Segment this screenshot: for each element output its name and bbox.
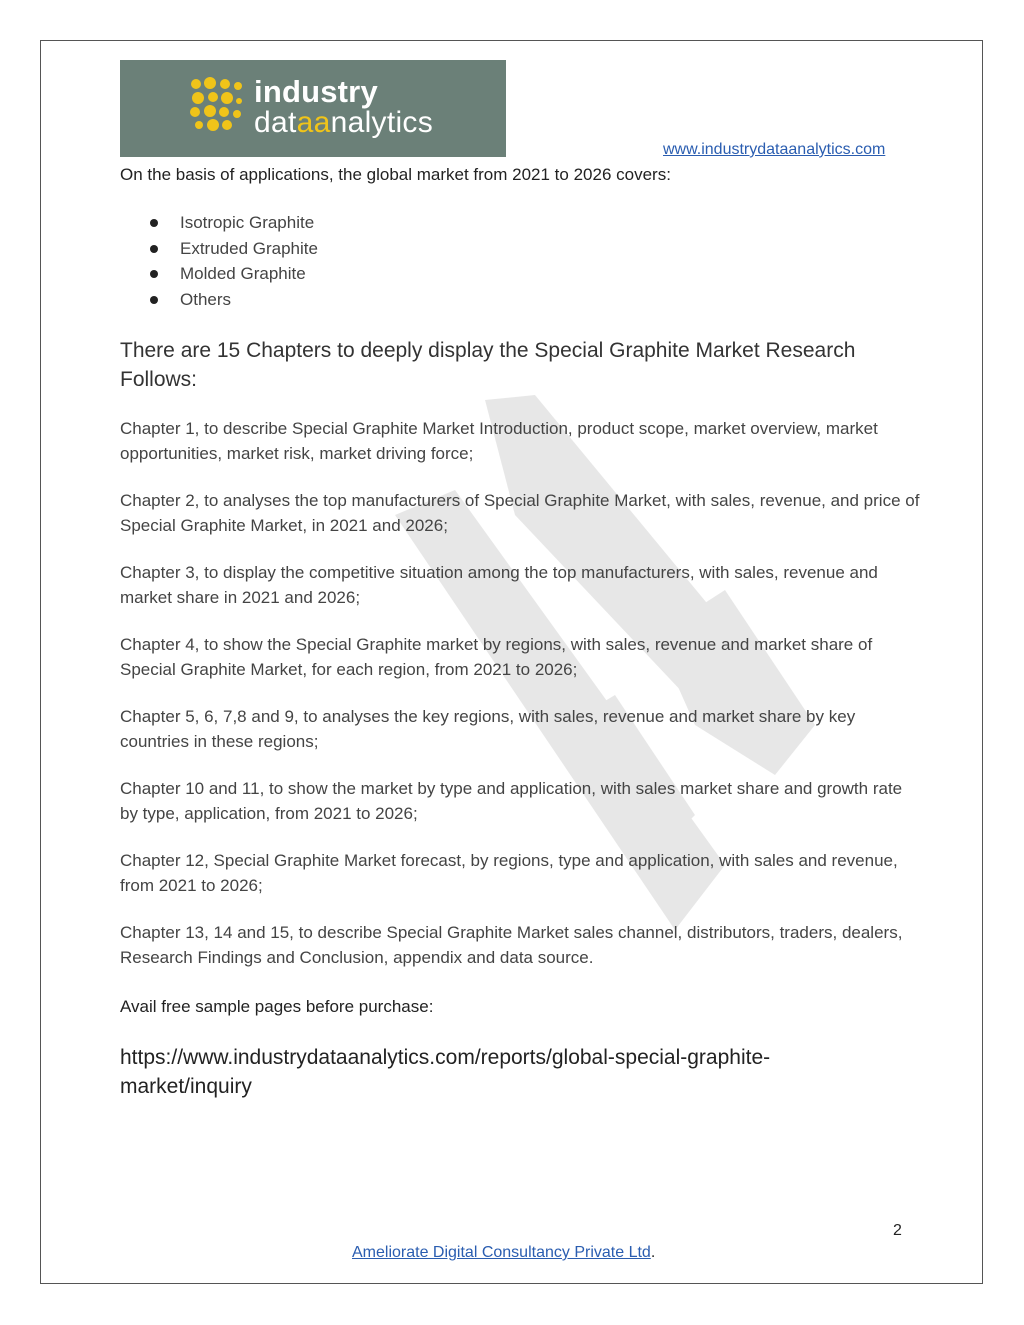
chapter-paragraph: Chapter 10 and 11, to show the market by type and application, with sales market share and growth rate by type, application, from 2021 to 2026;: [120, 779, 903, 823]
bullet-icon: [150, 245, 158, 253]
list-item: Others: [150, 288, 318, 314]
list-item: Extruded Graphite: [150, 237, 318, 263]
footer-company-link[interactable]: Ameliorate Digital Consultancy Private Ltd: [352, 1244, 651, 1261]
sample-label: Avail free sample pages before purchase:: [120, 997, 434, 1016]
bullet-icon: [150, 219, 158, 227]
logo-dots-icon: [188, 77, 244, 133]
logo-wordmark-bottom: dataanalytics: [254, 106, 434, 139]
list-item: Isotropic Graphite: [150, 211, 318, 237]
applications-list: [150, 211, 318, 314]
applications-intro: On the basis of applications, the global market from 2021 to 2026 covers:: [120, 165, 671, 184]
sample-url[interactable]: https://www.industrydataanalytics.com/reports/global-special-graphite-market/inquiry: [120, 1046, 771, 1098]
chapter-paragraph: Chapter 1, to describe Special Graphite Market Introduction, product scope, market overview, market opportunities, market risk, market driving force;: [120, 419, 878, 463]
chapter-paragraph: Chapter 3, to display the competitive situation among the top manufacturers, with sales, revenue and market share in 2021 and 2026;: [120, 563, 878, 607]
page-number: 2: [893, 1222, 902, 1239]
chapter-paragraph: Chapter 4, to show the Special Graphite market by regions, with sales, revenue and market share of Special Graphite Market, for each region, from 2021 to 2026;: [120, 635, 873, 679]
chapter-paragraph: Chapter 2, to analyses the top manufacturers of Special Graphite Market, with sales, revenue, and price of Special Graphite Market, in 2021 and 2026;: [120, 491, 920, 535]
chapter-paragraph: Chapter 5, 6, 7,8 and 9, to analyses the key regions, with sales, revenue and market share by key countries in these regions;: [120, 707, 856, 751]
footer: [352, 1244, 655, 1262]
website-link[interactable]: www.industrydataanalytics.com: [663, 141, 886, 158]
chapters-list: [120, 417, 920, 993]
chapter-paragraph: Chapter 13, 14 and 15, to describe Special Graphite Market sales channel, distributors, traders, dealers, Research Findings and Conclusion, appendix and data source.: [120, 923, 903, 967]
chapters-heading: There are 15 Chapters to deeply display the Special Graphite Market Research Follows:: [120, 339, 856, 391]
company-logo: [120, 60, 506, 157]
logo-wordmark-top: industry: [254, 74, 378, 109]
chapter-paragraph: Chapter 12, Special Graphite Market forecast, by regions, type and application, with sales and revenue, from 2021 to 2026;: [120, 851, 898, 895]
list-item: Molded Graphite: [150, 262, 318, 288]
bullet-icon: [150, 296, 158, 304]
bullet-icon: [150, 270, 158, 278]
footer-suffix: .: [650, 1244, 656, 1261]
